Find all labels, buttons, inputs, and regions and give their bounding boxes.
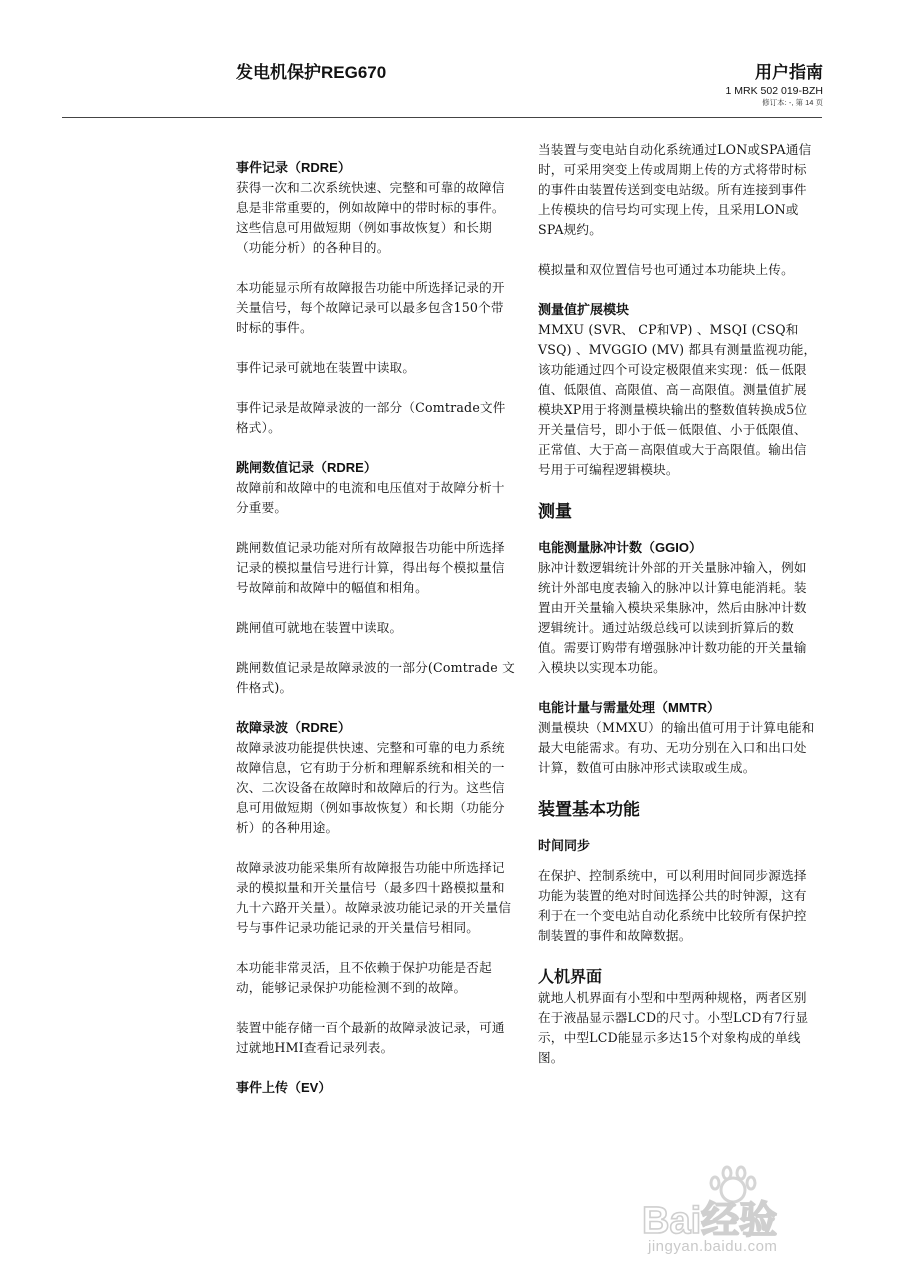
section-title: 事件记录（RDRE） xyxy=(236,160,351,175)
watermark-brand: Bai经验 xyxy=(642,1200,778,1242)
paragraph: MMXU (SVR、 CP和VP) 、MSQI (CSQ和VSQ) 、MVGGIO (MV) 都具有测量监视功能，该功能通过四个可设定极限值来实现：低－低限值、低限值、高限值、高－高限值。测量值扩展模块XP用于将测量模块输出的整数值转换成5位开关量信号，即小于低－低限值、小于低限值、正常值、大于高－高限值或大于高限值。输出信号用于可编程逻辑模块。 xyxy=(538,322,817,477)
section-title: 时间同步 xyxy=(538,838,591,853)
right-column xyxy=(538,140,818,1088)
paragraph: 事件记录可就地在装置中读取。 xyxy=(236,360,416,375)
heading-hmi: 人机界面 xyxy=(538,967,603,986)
paragraph: 在保护、控制系统中，可以利用时间同步源选择功能为装置的绝对时间选择公共的时钟源，这有利于在一个变电站自动化系统中比较所有保护控制装置的事件和故障数据。 xyxy=(538,868,807,943)
paragraph: 本功能显示所有故障报告功能中所选择记录的开关量信号，每个故障记录可以最多包含150个带时标的事件。 xyxy=(236,280,505,335)
paragraph: 模拟量和双位置信号也可通过本功能块上传。 xyxy=(538,262,794,277)
header-right xyxy=(726,62,823,108)
watermark-url: jingyan.baidu.com xyxy=(648,1238,778,1255)
guide-label: 用户指南 xyxy=(755,63,823,82)
paragraph: 故障录波功能提供快速、完整和可靠的电力系统故障信息，它有助于分析和理解系统和相关的一次、二次设备在故障时和故障后的行为。这些信息可用做短期（例如事故恢复）和长期（功能分析）的各种用途。 xyxy=(236,740,505,835)
section-title: 电能测量脉冲计数（GGIO） xyxy=(538,540,702,555)
baidu-watermark-logo xyxy=(640,1165,840,1245)
document-title: 发电机保护REG670 xyxy=(236,63,387,82)
paragraph: 当装置与变电站自动化系统通过LON或SPA通信时，可采用突变上传或周期上传的方式将带时标的事件由装置传送到变电站级。所有连接到事件上传模块的信号均可实现上传，且采用LON或SPA规约。 xyxy=(538,142,812,237)
revision-page: 修订本: -, 第 14 页 xyxy=(762,98,823,107)
section-title: 跳闸数值记录（RDRE） xyxy=(236,460,377,475)
header-divider xyxy=(62,117,822,118)
heading-measurement: 测量 xyxy=(538,502,572,522)
paragraph: 故障前和故障中的电流和电压值对于故障分析十分重要。 xyxy=(236,480,505,515)
paragraph: 就地人机界面有小型和中型两种规格，两者区别在于液晶显示器LCD的尺寸。小型LCD有7行显示，中型LCD能显示多达15个对象构成的单线图。 xyxy=(538,990,809,1065)
paragraph: 跳闸数值记录功能对所有故障报告功能中所选择记录的模拟量信号进行计算，得出每个模拟量信号故障前和故障中的幅值和相角。 xyxy=(236,540,505,595)
section-title: 事件上传（EV） xyxy=(236,1080,332,1095)
paragraph: 脉冲计数逻辑统计外部的开关量脉冲输入，例如统计外部电度表输入的脉冲以计算电能消耗。装置由开关量输入模块采集脉冲，然后由脉冲计数逻辑统计。通过站级总线可以读到折算后的数值。需要订购带有增强脉冲计数功能的开关量输入模块以实现本功能。 xyxy=(538,560,807,675)
paragraph: 跳闸值可就地在装置中读取。 xyxy=(236,620,403,635)
section-title: 测量值扩展模块 xyxy=(538,302,630,317)
paragraph: 本功能非常灵活，且不依赖于保护功能是否起动，能够记录保护功能检测不到的故障。 xyxy=(236,960,492,995)
paragraph: 跳闸数值记录是故障录波的一部分(Comtrade 文件格式)。 xyxy=(236,660,515,695)
document-number: 1 MRK 502 019-BZH xyxy=(725,85,823,97)
paragraph: 测量模块（MMXU）的输出值可用于计算电能和最大电能需求。有功、无功分别在入口和出口处计算，数值可由脉冲形式读取或生成。 xyxy=(538,720,815,775)
paragraph: 获得一次和二次系统快速、完整和可靠的故障信息是非常重要的，例如故障中的带时标的事件。这些信息可用做短期（例如事故恢复）和长期（功能分析）的各种目的。 xyxy=(236,180,505,255)
section-title: 故障录波（RDRE） xyxy=(236,720,351,735)
paragraph: 故障录波功能采集所有故障报告功能中所选择记录的模拟量和开关量信号（最多四十路模拟量和九十六路开关量）。故障录波功能记录的开关量信号与事件记录功能记录的开关量信号相同。 xyxy=(236,860,512,935)
section-title: 电能计量与需量处理（MMTR） xyxy=(538,700,720,715)
heading-basic-functions: 装置基本功能 xyxy=(538,800,640,820)
paragraph: 装置中能存储一百个最新的故障录波记录，可通过就地HMI查看记录列表。 xyxy=(236,1020,505,1055)
left-column xyxy=(236,158,516,1098)
paragraph: 事件记录是故障录波的一部分（Comtrade文件格式）。 xyxy=(236,400,506,435)
